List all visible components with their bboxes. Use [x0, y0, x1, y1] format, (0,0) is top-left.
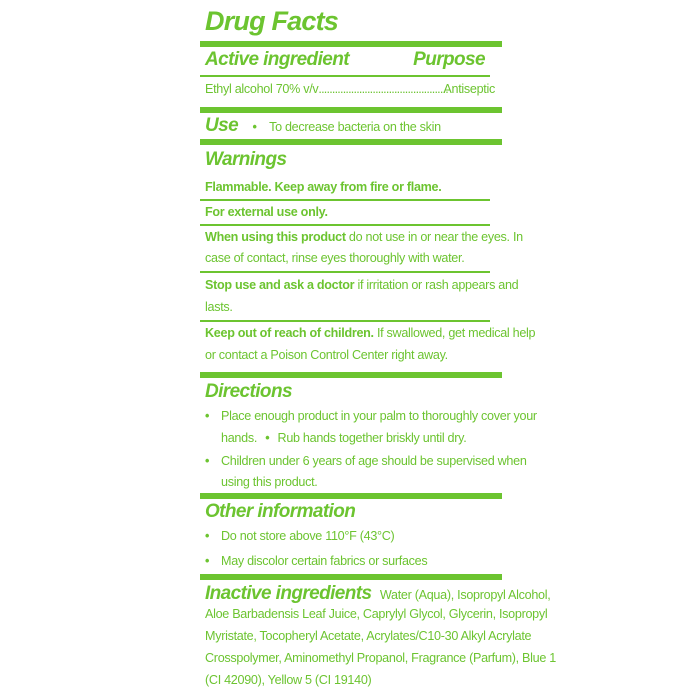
divider	[200, 41, 502, 47]
inactive-ingredients-text: Aloe Barbadensis Leaf Juice, Caprylyl Glycol, Glycerin, Isopropyl	[205, 607, 548, 621]
stop-use-line-1	[205, 279, 518, 292]
use-text: To decrease bacteria on the skin	[269, 120, 441, 134]
directions-item	[205, 432, 466, 445]
divider	[200, 199, 490, 201]
other-information-item	[205, 555, 427, 568]
warnings-heading: Warnings	[205, 149, 287, 170]
divider	[200, 320, 490, 322]
directions-item	[205, 455, 527, 468]
bullet: •	[205, 529, 210, 543]
divider	[200, 493, 502, 499]
active-ingredient-row	[205, 83, 495, 96]
when-using-line-2: case of contact, rinse eyes thoroughly with water.	[205, 251, 465, 265]
other-information-heading: Other information	[205, 501, 356, 522]
keep-out-label: Keep out of reach of children.	[205, 326, 374, 340]
directions-text: Rub hands together briskly until dry.	[277, 431, 467, 445]
directions-text: Children under 6 years of age should be supervised when	[221, 454, 527, 468]
leader-dots: ................................................	[318, 82, 448, 96]
flammable-warning: Flammable. Keep away from fire or flame.	[205, 180, 442, 194]
external-use-warning: For external use only.	[205, 205, 328, 219]
divider	[200, 574, 502, 580]
bullet: •	[252, 120, 257, 134]
divider	[200, 139, 502, 145]
directions-item: using this product.	[221, 475, 318, 489]
inactive-ingredients-heading: Inactive ingredients	[205, 583, 372, 604]
inactive-ingredients-text: Myristate, Tocopheryl Acetate, Acrylates/C10-30 Alkyl Acrylate	[205, 629, 532, 643]
bullet: •	[205, 554, 210, 568]
use-section	[205, 116, 441, 135]
stop-use-label: Stop use and ask a doctor	[205, 278, 355, 292]
divider	[200, 372, 502, 378]
when-using-line-1	[205, 231, 523, 244]
bullet: •	[205, 454, 210, 468]
divider	[200, 224, 490, 226]
when-using-text: do not use in or near the eyes. In	[348, 230, 523, 244]
bullet: •	[265, 431, 270, 445]
use-heading: Use	[205, 115, 239, 136]
keep-out-text: If swallowed, get medical help	[376, 326, 536, 340]
active-ingredient-heading: Active ingredient	[205, 49, 349, 70]
active-ingredient-purpose: Antiseptic	[443, 82, 495, 96]
divider	[200, 107, 502, 113]
directions-text: Place enough product in your palm to thoroughly cover your	[221, 409, 537, 423]
divider	[200, 75, 490, 77]
when-using-label: When using this product	[205, 230, 346, 244]
inactive-ingredients-text: Water (Aqua), Isopropyl Alcohol,	[379, 588, 551, 602]
purpose-heading: Purpose	[413, 49, 485, 70]
directions-item	[205, 410, 537, 423]
other-information-item	[205, 530, 394, 543]
stop-use-text: if irritation or rash appears and	[357, 278, 519, 292]
stop-use-line-2: lasts.	[205, 300, 233, 314]
active-ingredient-name: Ethyl alcohol 70% v/v	[205, 82, 319, 96]
directions-heading: Directions	[205, 381, 292, 402]
keep-out-line-1	[205, 327, 535, 340]
page-title: Drug Facts	[205, 6, 339, 36]
inactive-ingredients-line-1	[205, 584, 550, 603]
bullet: •	[205, 409, 210, 423]
active-ingredient-header	[205, 50, 495, 69]
inactive-ingredients-text: Crosspolymer, Aminomethyl Propanol, Fragrance (Parfum), Blue 1	[205, 651, 556, 665]
drug-facts-panel	[200, 0, 556, 700]
directions-text: hands.	[221, 431, 258, 445]
divider	[200, 271, 490, 273]
keep-out-line-2: or contact a Poison Control Center right away.	[205, 348, 448, 362]
other-information-text: May discolor certain fabrics or surfaces	[221, 554, 428, 568]
other-information-text: Do not store above 110°F (43°C)	[221, 529, 395, 543]
inactive-ingredients-text: (CI 42090), Yellow 5 (CI 19140)	[205, 673, 372, 687]
